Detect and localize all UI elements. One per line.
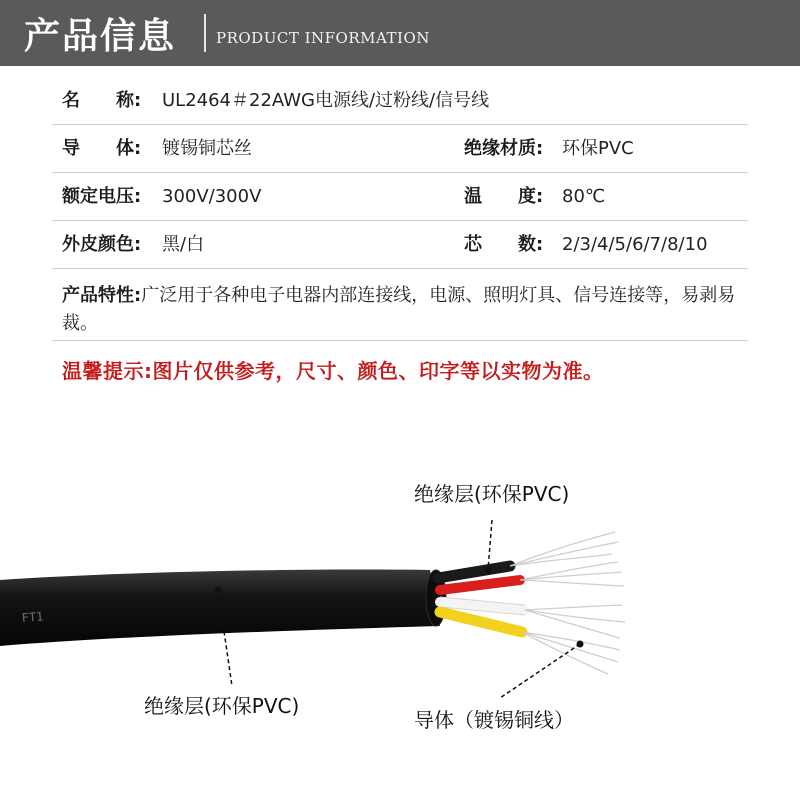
spec-label-name: 名 称: bbox=[62, 90, 142, 111]
spec-row-voltage bbox=[52, 172, 748, 221]
header-title: 产品信息 bbox=[24, 16, 177, 57]
cable-illustration bbox=[0, 400, 800, 800]
header-subtitle: PRODUCT INFORMATION bbox=[216, 29, 430, 47]
leader-dot-conductor bbox=[577, 641, 584, 648]
spec-label-features: 产品特性: bbox=[62, 285, 142, 306]
cable-diagram bbox=[0, 400, 800, 800]
leader-dot-outer bbox=[215, 587, 222, 594]
black-core bbox=[438, 566, 510, 578]
spec-label-insulation: 绝缘材质: bbox=[464, 138, 544, 159]
spec-value-voltage: 300V/300V bbox=[162, 186, 262, 207]
spec-value-temperature: 80℃ bbox=[562, 186, 606, 207]
spec-row-name bbox=[52, 74, 748, 125]
leader-dot-inner bbox=[485, 567, 492, 574]
spec-value-cores: 2/3/4/5/6/7/8/10 bbox=[562, 234, 708, 255]
spec-row-features bbox=[52, 268, 748, 341]
notice-text: 温馨提示:图片仅供参考，尺寸、颜色、印字等以实物为准。 bbox=[62, 359, 604, 383]
spec-value-jacket-color: 黑/白 bbox=[162, 234, 205, 255]
cable-print-text: FT1 bbox=[21, 609, 44, 625]
spec-value-insulation: 环保PVC bbox=[562, 138, 634, 159]
spec-row-jacket bbox=[52, 220, 748, 269]
leader-line-inner-insulation bbox=[488, 520, 492, 570]
spec-value-name: UL2464＃22AWG电源线/过粉线/信号线 bbox=[162, 90, 490, 111]
leader-line-conductor bbox=[500, 644, 580, 698]
spec-features bbox=[62, 282, 742, 338]
label-inner-insulation: 绝缘层(环保PVC) bbox=[414, 482, 570, 506]
spec-label-temperature: 温 度: bbox=[464, 186, 544, 207]
spec-value-conductor: 镀锡铜芯丝 bbox=[162, 138, 252, 159]
spec-label-voltage: 额定电压: bbox=[62, 186, 142, 207]
red-core bbox=[440, 580, 520, 590]
header-divider bbox=[204, 14, 206, 52]
spec-label-cores: 芯 数: bbox=[464, 234, 544, 255]
header-bar bbox=[0, 0, 800, 66]
label-outer-insulation: 绝缘层(环保PVC) bbox=[144, 694, 300, 718]
spec-label-jacket-color: 外皮颜色: bbox=[62, 234, 142, 255]
yellow-core bbox=[440, 612, 522, 632]
spec-value-features: 广泛用于各种电子电器内部连接线，电源、照明灯具、信号连接等，易剥易裁。 bbox=[62, 285, 736, 334]
label-conductor: 导体（镀锡铜线） bbox=[414, 708, 574, 732]
spec-row-conductor bbox=[52, 124, 748, 173]
white-core bbox=[440, 602, 525, 610]
spec-label-conductor: 导 体: bbox=[62, 138, 142, 159]
